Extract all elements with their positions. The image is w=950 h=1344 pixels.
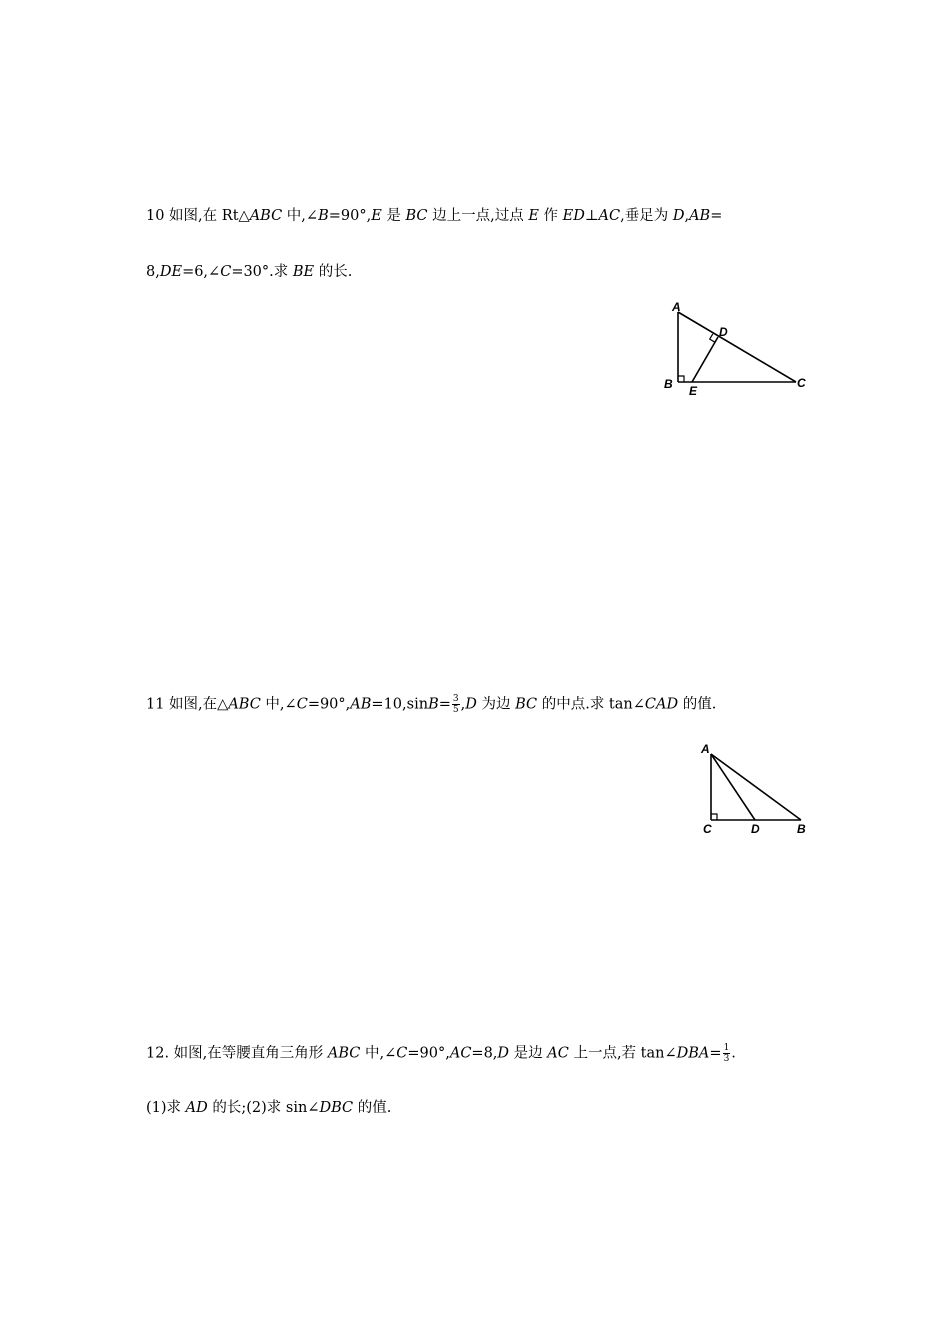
label-a: A	[701, 742, 710, 756]
fraction-three-fifths: $\frac{3}{5}$	[452, 694, 459, 715]
label-c: C	[797, 376, 806, 390]
label-e: E	[689, 384, 698, 398]
fraction-one-third: $\frac{1}{3}$	[723, 1043, 730, 1064]
segment-ed	[692, 337, 718, 382]
right-angle-mark-b	[678, 376, 684, 382]
label-c: C	[703, 822, 712, 836]
problem-11-line: 11 如图,在△ABC 中,∠C=90°,AB=10,sinB= $\frac{3}{5}$ ,D 为边 BC 的中点.求 tan∠CAD 的值.	[146, 694, 717, 715]
segment-ac	[678, 312, 796, 382]
problem-10-line-2: 8,DE=6,∠C=30°.求 BE 的长.	[146, 264, 353, 280]
problem-12-line-2: (1)求 AD 的长;(2)求 sin∠DBC 的值.	[146, 1100, 392, 1116]
label-b: B	[664, 377, 673, 391]
label-d: D	[719, 325, 728, 339]
problem-12-line-1: 12. 如图,在等腰直角三角形 ABC 中,∠C=90°,AC=8,D 是边 AC 上一点,若 tan∠DBA= $\frac{1}{3}$ .	[146, 1043, 736, 1064]
segment-ab	[711, 754, 801, 820]
label-d: D	[751, 822, 760, 836]
problem-11-figure	[695, 738, 820, 838]
problem-10-line-1: 10 如图,在 Rt△ABC 中,∠B=90°,E 是 BC 边上一点,过点 E 作 ED⊥AC,垂足为 D,AB=	[146, 208, 723, 224]
right-angle-mark-d	[710, 334, 715, 342]
label-b: B	[797, 822, 806, 836]
problem-10-figure	[655, 295, 820, 400]
segment-ad	[711, 754, 755, 820]
label-a: A	[672, 300, 681, 314]
right-angle-mark-c	[711, 814, 717, 820]
